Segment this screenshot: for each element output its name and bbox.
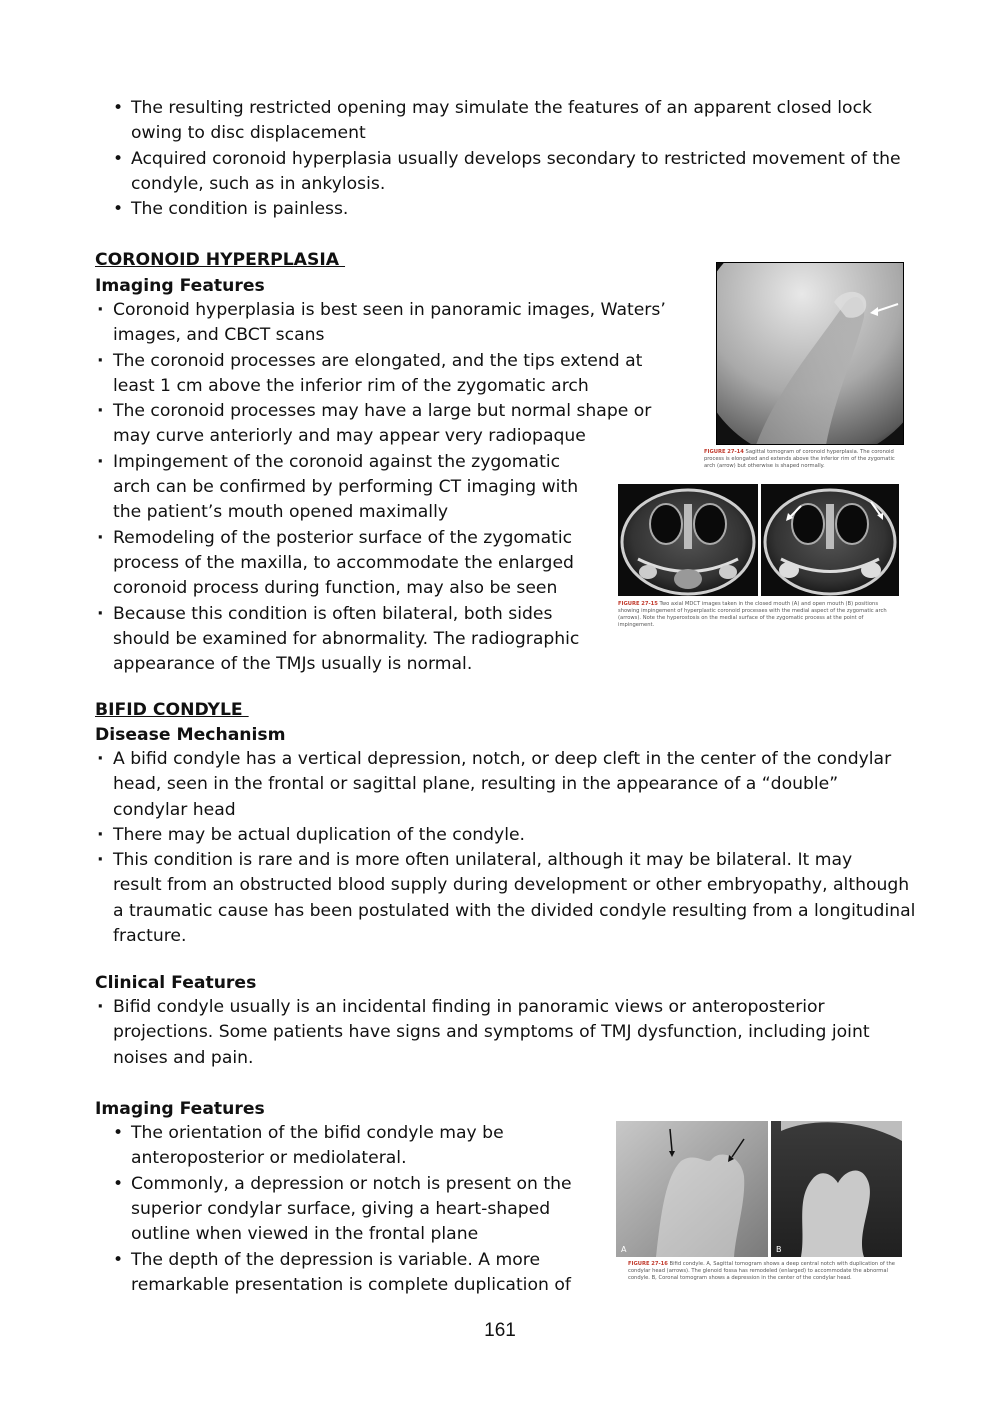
bifid-imaging-bullet-item xyxy=(113,1121,504,1172)
coronoid-bullet-line: · Impingement of the coronoid against the zygomatic xyxy=(113,451,561,472)
coronoid-hyperplasia-heading: CORONOID HYPERPLASIA xyxy=(95,250,346,270)
coronoid-bullet-line: may curve anteriorly and may appear very radiopaque xyxy=(113,426,586,447)
mechanism-bullet-line: fracture. xyxy=(113,926,187,947)
coronoid-bullet-item xyxy=(95,602,579,678)
intro-bullet-line: • The condition is painless. xyxy=(131,199,349,220)
figure-27-16-label: FIGURE 27-16 xyxy=(628,1261,668,1267)
figure-27-15-caption-text: Two axial MDCT images taken in the closed mouth (A) and open mouth (B) positions showing impingement of hyperplastic coronoid processes with the medial aspect of the zygomatic arch (arrows). Note the hyperostosis on the medial surface of the zygomatic process at the point of impingement. xyxy=(618,601,887,628)
panel-a-label: A xyxy=(621,1245,627,1254)
clinical-bullet-line: · Bifid condyle usually is an incidental finding in panoramic views or anteroposterior xyxy=(113,997,825,1017)
intro-bullet-item xyxy=(113,147,901,198)
bifid-imaging-bullet-line: • Commonly, a depression or notch is present on the xyxy=(131,1173,572,1194)
mechanism-bullet-line: result from an obstructed blood supply during development or other embryopathy, although xyxy=(113,875,910,896)
coronoid-ct-drawing xyxy=(618,484,899,596)
coronoid-bullet-line: the patient’s mouth opened maximally xyxy=(113,502,449,523)
clinical-bullet-line: projections. Some patients have signs and symptoms of TMJ dysfunction, including joint xyxy=(113,1022,870,1043)
coronoid-bullet-line: · Coronoid hyperplasia is best seen in panoramic images, Waters’ xyxy=(113,300,666,320)
intro-bullet-line: condyle, such as in ankylosis. xyxy=(131,173,386,194)
figure-27-14-caption xyxy=(704,449,904,470)
bifid-condyle-heading: BIFID CONDYLE xyxy=(95,700,249,720)
mechanism-bullet-item xyxy=(95,823,525,848)
coronoid-tomogram-image xyxy=(716,262,904,445)
coronoid-bullet-item xyxy=(95,298,666,349)
coronoid-bullet-line: should be examined for abnormality. The radiographic xyxy=(113,628,580,649)
intro-bullet-line: • Acquired coronoid hyperplasia usually develops secondary to restricted movement of the xyxy=(131,148,901,169)
coronoid-bullet-item xyxy=(95,349,642,400)
panel-b-label: B xyxy=(776,1245,782,1254)
bifid-imaging-bullet-line: anteroposterior or mediolateral. xyxy=(131,1148,407,1169)
mechanism-bullet-line: · There may be actual duplication of the condyle. xyxy=(113,824,526,845)
coronoid-bullet-item xyxy=(95,450,578,526)
bifid-imaging-bullet-line: • The depth of the depression is variable. A more xyxy=(131,1249,541,1270)
bifid-imaging-bullet-item xyxy=(113,1248,571,1299)
coronoid-bullet-item xyxy=(95,526,574,602)
bifid-condyle-tomograms xyxy=(616,1121,902,1257)
coronoid-bullet-line: · The coronoid processes are elongated, and the tips extend at xyxy=(113,350,643,371)
coronoid-bullet-line: process of the maxilla, to accommodate the enlarged xyxy=(113,552,574,573)
coronoid-bullet-line: images, and CBCT scans xyxy=(113,325,325,346)
coronoid-bullet-line: · The coronoid processes may have a large but normal shape or xyxy=(113,401,652,422)
intro-bullet-item xyxy=(113,197,348,222)
coronoid-bullet-line: arch can be confirmed by performing CT imaging with xyxy=(113,477,579,498)
mechanism-bullet-line: a traumatic cause has been postulated with the divided condyle resulting from a longitudinal xyxy=(113,900,916,921)
coronoid-bullet-line: · Remodeling of the posterior surface of the zygomatic xyxy=(113,527,573,548)
mechanism-bullet-item xyxy=(95,848,915,949)
mechanism-bullet-line: · This condition is rare and is more often unilateral, although it may be bilateral. It may xyxy=(113,850,853,871)
intro-bullet-item xyxy=(113,96,872,147)
bifid-imaging-bullet-line: • The orientation of the bifid condyle may be xyxy=(131,1123,504,1143)
coronoid-imaging-features-heading: Imaging Features xyxy=(95,276,265,296)
coronoid-bullet-line: · Because this condition is often bilateral, both sides xyxy=(113,603,553,624)
coronoid-ct-images xyxy=(618,484,899,596)
mechanism-bullet-item xyxy=(95,747,891,823)
bifid-condyle-drawing xyxy=(616,1121,902,1257)
figure-27-16-caption xyxy=(628,1261,902,1282)
clinical-bullet-item xyxy=(95,995,870,1071)
figure-27-16-caption-text: Bifid condyle. A, Sagittal tomogram shows a deep central notch with duplication of the condylar head (arrows). The glenoid fossa has remodeled (enlarged) to accommodate the abnormal condyle. B, Coronal tomogram shows a depression in the center of the condylar head. xyxy=(628,1261,895,1281)
clinical-features-heading: Clinical Features xyxy=(95,973,257,993)
bifid-imaging-bullet-line: outline when viewed in the frontal plane xyxy=(131,1224,479,1245)
figure-27-14-caption-text: Sagittal tomogram of coronoid hyperplasia. The coronoid process is elongated and extends above the inferior rim of the zygomatic arch (arrow) but otherwise is shaped normally. xyxy=(704,449,895,469)
coronoid-bullet-line: appearance of the TMJs usually is normal. xyxy=(113,654,473,675)
intro-bullet-line: • The resulting restricted opening may simulate the features of an apparent closed lock xyxy=(131,98,872,118)
figure-27-14-label: FIGURE 27-14 xyxy=(704,449,744,455)
coronoid-bullet-line: least 1 cm above the inferior rim of the zygomatic arch xyxy=(113,375,589,396)
figure-27-15-label: FIGURE 27-15 xyxy=(618,601,658,607)
bifid-imaging-bullet-item xyxy=(113,1172,572,1248)
clinical-bullet-line: noises and pain. xyxy=(113,1047,254,1068)
figure-27-15-caption xyxy=(618,601,901,629)
disease-mechanism-heading: Disease Mechanism xyxy=(95,725,286,745)
coronoid-tomogram-drawing xyxy=(716,262,904,445)
mechanism-bullet-line: · A bifid condyle has a vertical depression, notch, or deep cleft in the center of the condylar xyxy=(113,749,892,769)
page-number: 161 xyxy=(484,1320,516,1341)
bifid-imaging-features-heading: Imaging Features xyxy=(95,1099,265,1119)
coronoid-bullet-item xyxy=(95,399,651,450)
bifid-imaging-bullet-line: remarkable presentation is complete duplication of xyxy=(131,1274,571,1295)
intro-bullet-line: owing to disc displacement xyxy=(131,123,366,144)
mechanism-bullet-line: head, seen in the frontal or sagittal plane, resulting in the appearance of a “double” xyxy=(113,774,839,795)
coronoid-bullet-line: coronoid process during function, may also be seen xyxy=(113,578,558,599)
mechanism-bullet-line: condylar head xyxy=(113,799,236,820)
bifid-imaging-bullet-line: superior condylar surface, giving a heart-shaped xyxy=(131,1198,551,1219)
